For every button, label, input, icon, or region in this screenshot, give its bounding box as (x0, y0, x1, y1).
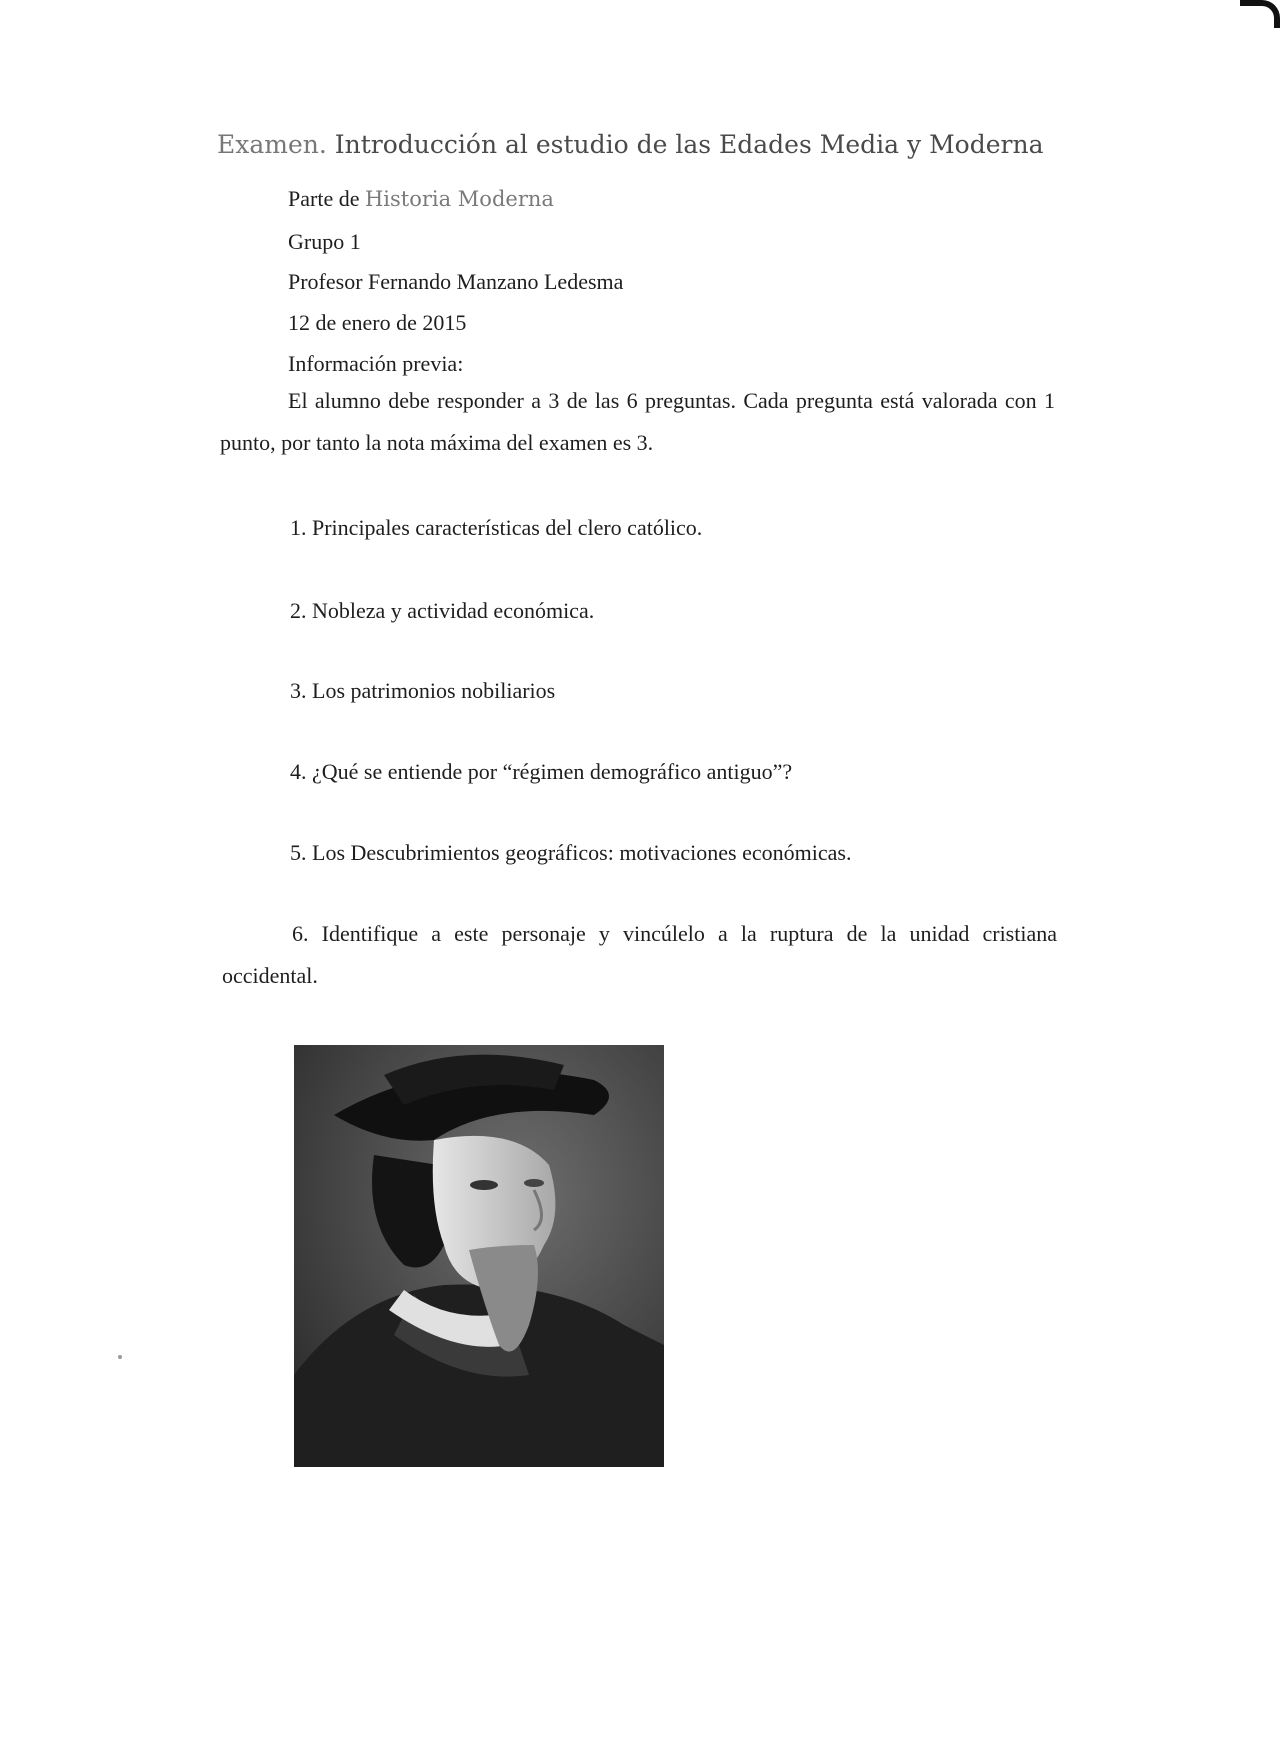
info-heading: Información previa: (288, 351, 464, 376)
question-3: 3. Los patrimonios nobiliarios (290, 678, 556, 703)
scan-corner-mark (1240, 0, 1280, 28)
group-line: Grupo 1 (288, 229, 361, 254)
scan-speck (118, 1355, 122, 1359)
portrait-drawing (294, 1045, 664, 1467)
instructions-paragraph: El alumno debe responder a 3 de las 6 preguntas. Cada pregunta está valorada con 1 punto, por tanto la nota máxima del examen es 3. (220, 388, 1055, 455)
exam-title-rest: Introducción al estudio de las Edades Media y Moderna (326, 130, 1044, 159)
professor-line: Profesor Fernando Manzano Ledesma (288, 269, 624, 294)
portrait-image (294, 1045, 664, 1467)
date-line: 12 de enero de 2015 (288, 310, 467, 335)
part-line (288, 186, 554, 212)
question-6: 6. Identifique a este personaje y vincúlelo a la ruptura de la unidad cristiana occidental. (222, 921, 1057, 988)
part-subject: Historia Moderna (364, 187, 554, 211)
exam-title-lead: Examen. (217, 130, 327, 159)
question-4: 4. ¿Qué se entiende por “régimen demográfico antiguo”? (290, 759, 793, 784)
question-2: 2. Nobleza y actividad económica. (290, 598, 595, 623)
part-prefix: Parte de (288, 186, 365, 211)
question-1: 1. Principales características del clero católico. (290, 515, 703, 540)
question-5: 5. Los Descubrimientos geográficos: motivaciones económicas. (290, 840, 852, 865)
exam-title (217, 130, 1217, 159)
